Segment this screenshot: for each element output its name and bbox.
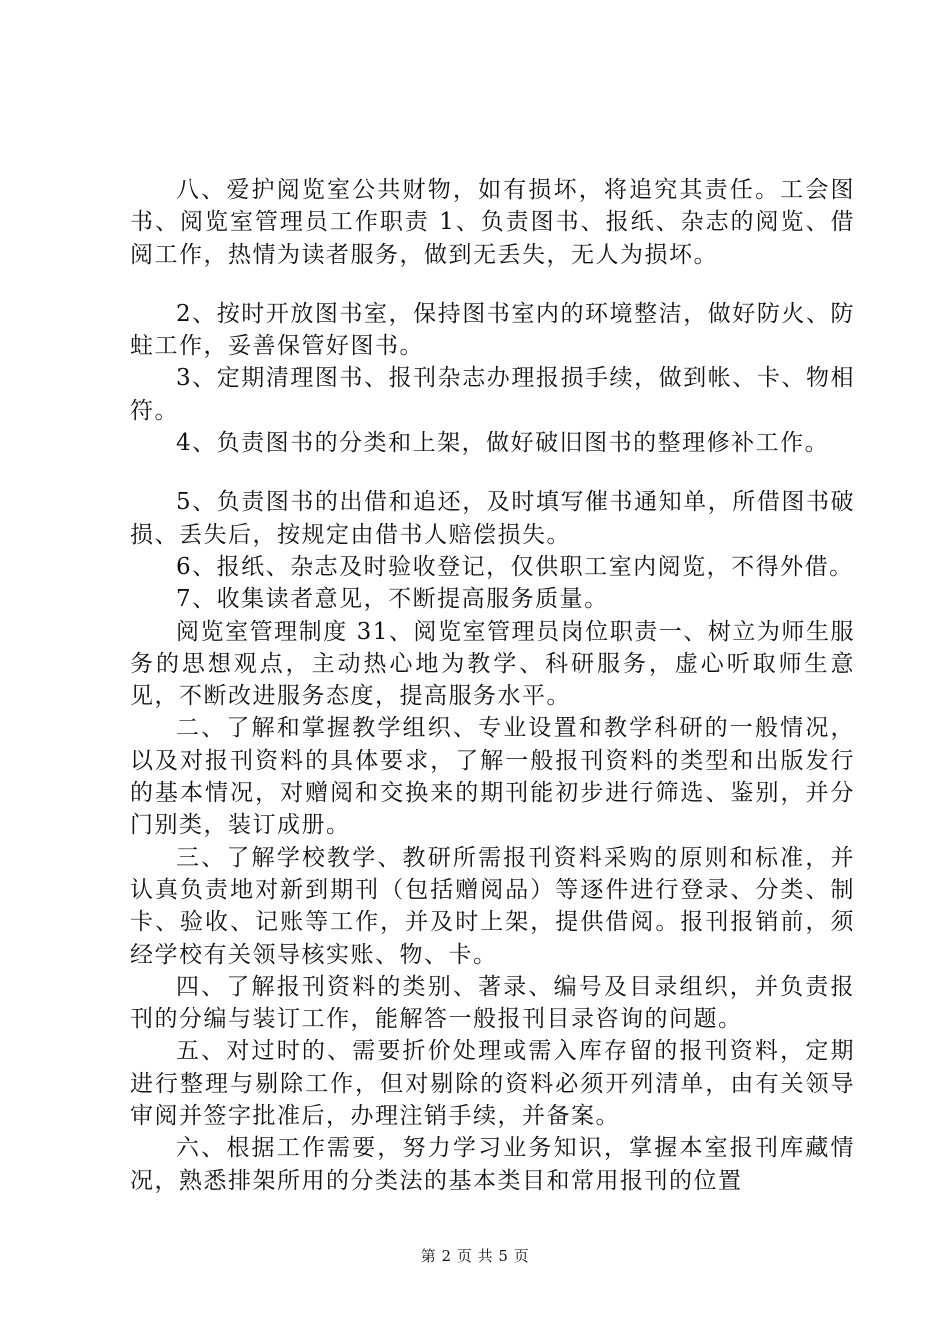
paragraph-1: 八、爱护阅览室公共财物，如有损坏，将追究其责任。工会图书、阅览室管理员工作职责 1、负责图书、报纸、杂志的阅览、借阅工作，热情为读者服务，做到无丢失，无人为损坏。 <box>130 177 855 268</box>
paragraph-gap <box>130 459 855 486</box>
paragraph-2: 2、按时开放图书室，保持图书室内的环境整洁，做好防火、防蛀工作，妥善保管好图书。 <box>130 300 855 360</box>
paragraph-13: 六、根据工作需要，努力学习业务知识，掌握本室报刊库藏情况，熟悉排架所用的分类法的基本类目和常用报刊的位置 <box>130 1135 855 1194</box>
paragraph-4: 4、负责图书的分类和上架，做好破旧图书的整理修补工作。 <box>176 430 830 457</box>
paragraph-6: 6、报纸、杂志及时验收登记，仅供职工室内阅览，不得外借。 <box>176 553 854 580</box>
paragraph-12: 五、对过时的、需要折价处理或需入库存留的报刊资料，定期进行整理与剔除工作，但对剔除的资料必须开列清单，由有关领导审阅并签字批准后，办理注销手续，并备案。 <box>130 1038 855 1130</box>
paragraph-7: 7、收集读者意见，不断提高服务质量。 <box>176 586 609 613</box>
paragraph-3: 3、定期清理图书、报刊杂志办理报损手续，做到帐、卡、物相符。 <box>130 365 855 424</box>
paragraph-5: 5、负责图书的出借和追还，及时填写催书通知单，所借图书破损、丢失后，按规定由借书人赔偿损失。 <box>130 489 855 548</box>
page-number-footer: 第 2 页 共 5 页 <box>420 1247 530 1265</box>
paragraph-gap <box>130 271 855 298</box>
paragraph-10: 三、了解学校教学、教研所需报刊资料采购的原则和标准，并认真负责地对新到期刊（包括赠阅品）等逐件进行登录、分类、制卡、验收、记账等工作，并及时上架，提供借阅。报刊报销前，须经学校有关领导核实账、物、卡。 <box>130 844 855 968</box>
paragraph-8: 阅览室管理制度 31、阅览室管理员岗位职责一、树立为师生服务的思想观点，主动热心地为教学、科研服务，虚心听取师生意见，不断改进服务态度，提高服务水平。 <box>130 618 855 710</box>
paragraph-11: 四、了解报刊资料的类别、著录、编号及目录组织，并负责报刊的分编与装订工作，能解答一般报刊目录咨询的问题。 <box>130 973 855 1033</box>
paragraph-9: 二、了解和掌握教学组织、专业设置和教学科研的一般情况，以及对报刊资料的具体要求，了解一般报刊资料的类型和出版发行的基本情况，对赠阅和交换来的期刊能初步进行筛选、鉴别，并分门别类，装订成册。 <box>130 715 855 839</box>
document-body <box>130 174 855 1197</box>
